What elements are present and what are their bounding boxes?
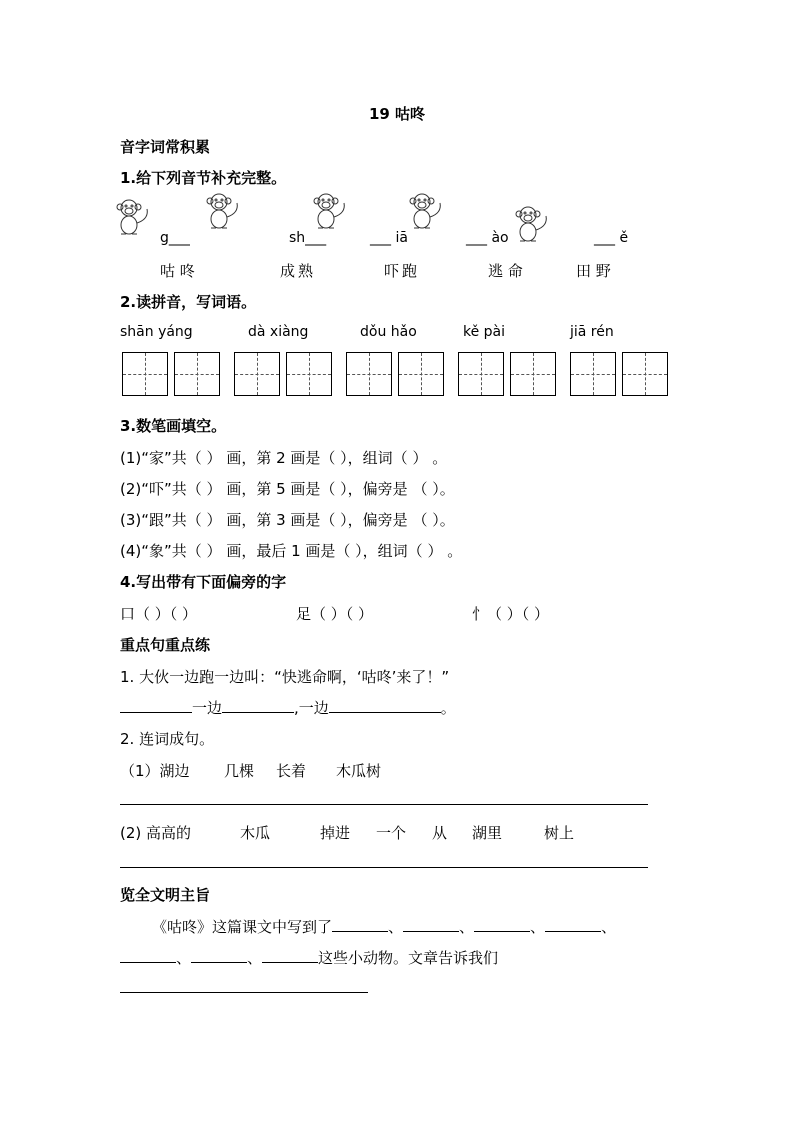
- sentence-2a-word-2: 几棵: [224, 762, 255, 780]
- q4-heading: 4.写出带有下面偏旁的字: [120, 573, 287, 591]
- blank[interactable]: [403, 917, 459, 932]
- q4-item-2: 足（ ）（ ）: [296, 605, 374, 623]
- summary-line-1: 《咕咚》这篇课文中写到了 、 、 、 、: [152, 918, 617, 936]
- q2-heading: 2.读拼音，写词语。: [120, 293, 257, 311]
- section-heading-3: 览全文明主旨: [120, 886, 211, 904]
- writing-grid[interactable]: [234, 352, 334, 398]
- writing-grid[interactable]: [570, 352, 670, 398]
- sentence-2a-word-3: 长着: [276, 762, 307, 780]
- sentence-2b-word-5: 从: [432, 824, 448, 842]
- summary-line-2: 、 、 这些小动物。文章告诉我们: [120, 947, 498, 968]
- sentence-2b-word-3: 掉进: [320, 824, 351, 842]
- sentence-2a-word-1: （1）湖边: [120, 762, 190, 780]
- writing-grid[interactable]: [346, 352, 446, 398]
- monkey-icon: [312, 192, 350, 232]
- pinyin-1: shān yáng: [120, 324, 193, 340]
- answer-line[interactable]: [120, 867, 648, 868]
- syllable-2: sh___: [289, 230, 327, 246]
- word-1: 咕 咚: [160, 262, 195, 280]
- blank[interactable]: [120, 698, 192, 713]
- blank[interactable]: [545, 917, 601, 932]
- blank[interactable]: [329, 698, 441, 713]
- pinyin-4: kě pài: [463, 324, 506, 340]
- word-5: 田 野: [576, 262, 611, 280]
- blank[interactable]: [474, 917, 530, 932]
- q4-item-3: 忄（ ）（ ）: [472, 605, 550, 623]
- writing-grid[interactable]: [122, 352, 222, 398]
- syllable-3: ___ iā: [370, 230, 408, 246]
- page-title: 19 咕咚: [368, 105, 426, 123]
- q1-heading: 1.给下列音节补充完整。: [120, 169, 287, 187]
- sentence-2b-word-2: 木瓜: [240, 824, 271, 842]
- word-2: 成熟: [280, 262, 317, 280]
- q3-item-2: (2)“吓”共（ ） 画，第 5 画是（ ），偏旁是 （ ）。: [120, 480, 455, 498]
- q3-item-4: (4)“象”共（ ） 画，最后 1 画是（ ），组词（ ） 。: [120, 542, 463, 560]
- monkey-icon: [514, 205, 552, 245]
- sentence-1: 1. 大伙一边跑一边叫：“快逃命啊，‘咕咚’来了！”: [120, 668, 450, 686]
- blank[interactable]: [332, 917, 388, 932]
- word-3: 吓跑: [384, 262, 421, 280]
- section-heading-1: 音字词常积累: [120, 138, 211, 156]
- sentence-1-fill: 一边 ,一边 。: [120, 697, 456, 718]
- blank[interactable]: [191, 948, 247, 963]
- sentence-2a-word-4: 木瓜树: [336, 762, 382, 780]
- monkey-icon: [408, 192, 446, 232]
- syllable-1: g___: [160, 230, 190, 246]
- q3-item-1: (1)“家”共（ ） 画，第 2 画是（ ），组词（ ） 。: [120, 449, 448, 467]
- writing-grid[interactable]: [458, 352, 558, 398]
- q4-item-1: 口（ ）（ ）: [120, 605, 198, 623]
- section-heading-2: 重点句重点练: [120, 636, 211, 654]
- answer-line[interactable]: [120, 804, 648, 805]
- monkey-icon: [115, 198, 153, 238]
- blank[interactable]: [262, 948, 318, 963]
- syllable-4: ___ ào: [466, 230, 509, 246]
- sentence-2b-word-1: (2) 高高的: [120, 824, 192, 842]
- monkey-icon: [205, 192, 243, 232]
- syllable-5: ___ ě: [594, 230, 629, 246]
- q3-heading: 3.数笔画填空。: [120, 417, 227, 435]
- word-4: 逃 命: [488, 262, 523, 280]
- pinyin-3: dǒu hǎo: [360, 324, 417, 340]
- blank[interactable]: [222, 698, 294, 713]
- pinyin-2: dà xiàng: [248, 324, 309, 340]
- sentence-2b-word-4: 一个: [376, 824, 407, 842]
- sentence-2: 2. 连词成句。: [120, 730, 215, 748]
- sentence-2b-word-7: 树上: [544, 824, 575, 842]
- answer-line[interactable]: [120, 992, 368, 993]
- blank[interactable]: [120, 948, 176, 963]
- q3-item-3: (3)“跟”共（ ） 画，第 3 画是（ ），偏旁是 （ ）。: [120, 511, 455, 529]
- sentence-2b-word-6: 湖里: [472, 824, 503, 842]
- pinyin-5: jiā rén: [570, 324, 614, 340]
